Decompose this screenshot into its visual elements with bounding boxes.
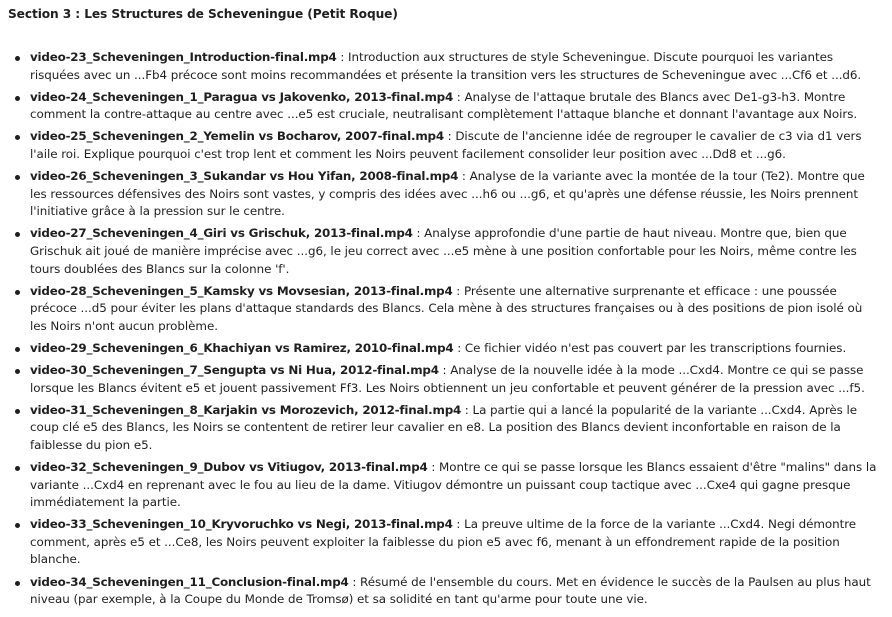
video-filename: video-29_Scheveningen_6_Khachiyan vs Ramirez, 2010-final.mp4 [30, 340, 454, 355]
video-filename: video-25_Scheveningen_2_Yemelin vs Bocharov, 2007-final.mp4 [30, 129, 444, 144]
separator: : [336, 50, 349, 64]
video-list [8, 49, 878, 609]
separator: : [453, 89, 465, 104]
bullet-icon [15, 466, 20, 471]
video-description: Analyse de l'attaque brutale des Blancs avec De1-g3-h3. Montre comment la contre-attaque au centre avec ...e5 est cruciale, neutralisant complètement l'attaque blanche et donnant l'avantage aux Noirs. [30, 89, 858, 122]
separator: : [461, 402, 473, 417]
video-filename: video-26_Scheveningen_3_Sukandar vs Hou Yifan, 2008-final.mp4 [30, 169, 459, 184]
video-filename: video-23_Scheveningen_Introduction-final.mp4 [30, 50, 337, 64]
video-filename: video-30_Scheveningen_7_Sengupta vs Ni Hua, 2012-final.mp4 [30, 363, 439, 377]
list-item [8, 168, 878, 221]
list-item [8, 340, 878, 358]
separator: : [412, 226, 425, 241]
list-item [8, 49, 878, 84]
bullet-icon [15, 290, 20, 295]
separator: : [458, 169, 470, 184]
bullet-icon [15, 232, 20, 237]
separator: : [438, 363, 451, 377]
separator: : [427, 459, 440, 474]
bullet-icon [15, 347, 20, 352]
video-description: Discute de l'ancienne idée de regrouper le cavalier de c3 via d1 vers l'aile roi. Explique pourquoi c'est trop lent et comment les Noirs peuvent facilement consolider leur position avec ...Dd8 et ...g6. [30, 129, 862, 161]
video-description: Introduction aux structures de style Scheveningue. Discute pourquoi les variantes risquées avec un ...Fb4 précoce sont moins recommandées et présente la transition vers les structures de Scheveningue avec ...Cf6 et ...d6. [30, 50, 862, 82]
list-item [8, 362, 878, 397]
video-description: Ce fichier vidéo n'est pas couvert par les transcriptions fournies. [464, 340, 847, 355]
video-filename: video-32_Scheveningen_9_Dubov vs Vitiugov, 2013-final.mp4 [30, 459, 428, 474]
video-filename: video-27_Scheveningen_4_Giri vs Grischuk, 2013-final.mp4 [30, 226, 413, 241]
separator: : [453, 340, 465, 355]
separator: : [443, 129, 456, 144]
list-item [8, 459, 878, 512]
list-item [8, 89, 878, 124]
separator: : [348, 574, 361, 589]
bullet-icon [15, 96, 20, 101]
video-filename: video-28_Scheveningen_5_Kamsky vs Movsesian, 2013-final.mp4 [30, 283, 453, 298]
bullet-icon [15, 135, 20, 140]
video-filename: video-34_Scheveningen_11_Conclusion-final.mp4 [30, 574, 349, 589]
list-item [8, 402, 878, 455]
bullet-icon [15, 56, 20, 61]
list-item [8, 283, 878, 336]
video-filename: video-33_Scheveningen_10_Kryvoruchko vs Negi, 2013-final.mp4 [30, 517, 453, 532]
separator: : [452, 517, 465, 532]
section-title: Section 3 : Les Structures de Scheveningue (Petit Roque) [8, 7, 398, 21]
video-filename: video-24_Scheveningen_1_Paragua vs Jakovenko, 2013-final.mp4 [30, 89, 454, 104]
bullet-icon [15, 369, 20, 374]
video-description: Présente une alternative surprenante et efficace : une poussée précoce ...d5 pour éviter les plans d'attaque standards des Blancs. Cela mène à des structures françaises ou à des positions de pion isolé où les Noirs n'ont aucun problème. [30, 283, 863, 333]
bullet-icon [15, 409, 20, 414]
video-filename: video-31_Scheveningen_8_Karjakin vs Morozevich, 2012-final.mp4 [30, 402, 462, 417]
video-description: Analyse de la nouvelle idée à la mode ...Cxd4. Montre ce qui se passe lorsque les Blancs évitent e5 et jouent passivement Ff3. Les Noirs obtiennent un jeu confortable et peuvent générer de la pression avec ...f5. [30, 363, 865, 395]
list-item [8, 516, 878, 569]
bullet-icon [15, 523, 20, 528]
video-description: Analyse approfondie d'une partie de haut niveau. Montre que, bien que Grischuk ait joué de manière imprécise avec ...g6, le jeu correct avec ...e5 mène à une position confortable pour les Noirs, même contre les tours doublées des Blancs sur la colonne 'f'. [30, 226, 857, 276]
video-description: La preuve ultime de la force de la variante ...Cxd4. Negi démontre comment, après e5 et ...Ce8, les Noirs peuvent exploiter la faiblesse du pion e5 avec f6, menant à un effondrement rapide de la position blanche. [30, 517, 857, 567]
video-description: La partie qui a lancé la popularité de la variante ...Cxd4. Après le coup clé e5 des Blancs, les Noirs se contentent de retirer leur cavalier en e8. La position des Blancs devient inconfortable en raison de la faiblesse du pion e5. [30, 402, 858, 452]
video-description: Montre ce qui se passe lorsque les Blancs essaient d'être "malins" dans la variante ...Cxd4 en reprenant avec le fou au lieu de la dame. Vitiugov démontre un puissant coup tactique avec ...Cxe4 qui gagne presque immédiatement la partie. [30, 459, 877, 510]
separator: : [452, 283, 464, 298]
video-description: Résumé de l'ensemble du cours. Met en évidence le succès de la Paulsen au plus haut niveau (par exemple, à la Coupe du Monde de Tromsø) et sa solidité en tant qu'arme pour toute une vie. [30, 574, 871, 607]
list-item [8, 225, 878, 278]
video-description: Analyse de la variante avec la montée de la tour (Te2). Montre que les ressources défensives des Noirs sont vastes, y compris des idées avec ...h6 ou ...g6, et qu'après une défense réussie, les Noirs prennent l'initiative grâce à la pression sur le centre. [30, 169, 865, 219]
list-item [8, 574, 878, 609]
bullet-icon [15, 175, 20, 180]
bullet-icon [15, 581, 20, 586]
list-item [8, 128, 878, 163]
